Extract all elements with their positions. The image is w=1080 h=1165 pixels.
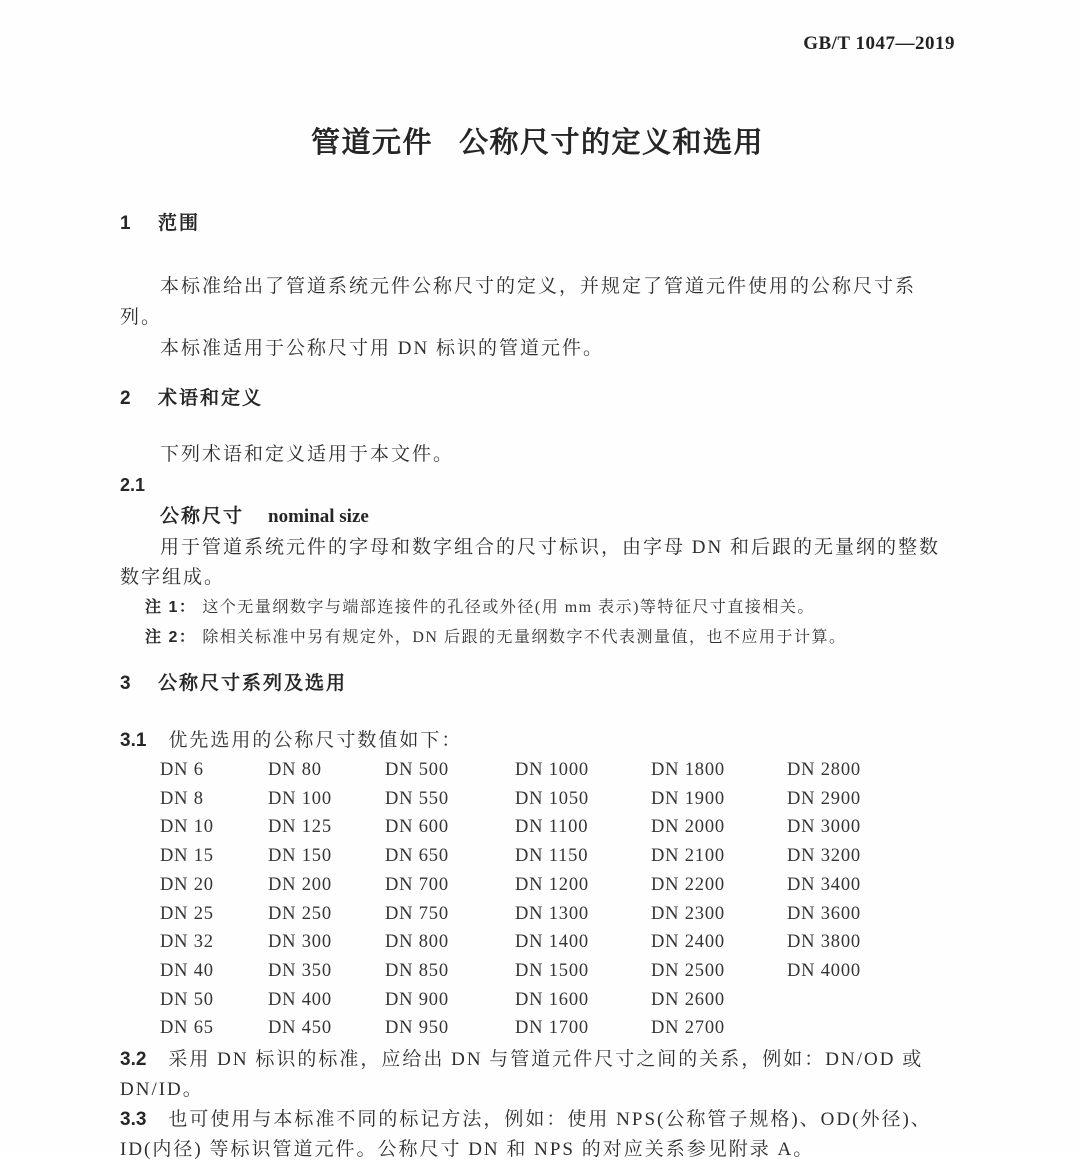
dn-cell: DN 1900: [651, 788, 725, 809]
dn-cell: DN 2000: [651, 817, 725, 838]
section-3-heading: [120, 671, 955, 697]
dn-cell: DN 6: [160, 760, 204, 780]
note-2: [120, 623, 955, 653]
dn-cell: DN 4000: [787, 960, 861, 981]
dn-cell: DN 2500: [651, 960, 725, 981]
note-1-label: 注 1：: [145, 599, 197, 616]
doc-code: GB/T 1047—2019: [803, 33, 955, 54]
clause-3-1-number: 3.1: [120, 730, 147, 751]
clause-3-1-text: 优先选用的公称尺寸数值如下：: [168, 730, 463, 751]
section-2-number: 2: [120, 388, 131, 409]
section-1-number: 1: [120, 213, 131, 234]
dn-cell: DN 500: [385, 760, 449, 780]
clause-3-2: [120, 1045, 955, 1105]
dn-cell: DN 100: [268, 788, 332, 809]
dn-cell: DN 1700: [515, 1018, 589, 1039]
dn-cell: [787, 986, 955, 1015]
dn-cell: DN 1050: [515, 788, 589, 809]
dn-cell: DN 10: [160, 817, 214, 838]
terms-intro: 下列术语和定义适用于本文件。: [160, 444, 455, 465]
note-2-label: 注 2：: [145, 629, 197, 646]
dn-cell: DN 950: [385, 1018, 449, 1039]
dn-cell: DN 300: [268, 932, 332, 953]
dn-cell: DN 32: [160, 932, 214, 953]
dn-cell: DN 150: [268, 846, 332, 867]
dn-cell: DN 2600: [651, 989, 725, 1010]
dn-cell: DN 1150: [515, 846, 589, 867]
note-1: [120, 593, 955, 623]
doc-title: [120, 125, 955, 161]
section-1-title: 范围: [158, 213, 201, 234]
dn-cell: DN 25: [160, 903, 214, 924]
section-1-heading: [120, 211, 955, 237]
dn-cell: DN 1200: [515, 874, 589, 895]
dn-cell: DN 1800: [651, 760, 725, 780]
scope-paragraph-2: 本标准适用于公称尺寸用 DN 标识的管道元件。: [160, 338, 604, 359]
dn-cell: DN 1300: [515, 903, 589, 924]
dn-cell: DN 2900: [787, 788, 861, 809]
dn-cell: DN 2300: [651, 903, 725, 924]
dn-cell: DN 350: [268, 960, 332, 981]
note-1-text: 这个无量纲数字与端部连接件的孔径或外径(用 mm 表示)等特征尺寸直接相关。: [202, 599, 815, 616]
dn-table: [160, 756, 955, 1043]
clause-3-2-number: 3.2: [120, 1049, 147, 1071]
dn-cell: DN 2100: [651, 846, 725, 867]
term-name-zh: 公称尺寸: [160, 506, 245, 527]
dn-cell: DN 8: [160, 788, 204, 809]
dn-cell: DN 400: [268, 989, 332, 1010]
dn-cell: DN 15: [160, 846, 214, 867]
dn-cell: DN 550: [385, 788, 449, 809]
dn-cell: DN 3200: [787, 846, 861, 867]
section-2-heading: [120, 386, 955, 412]
dn-cell: DN 3600: [787, 903, 861, 924]
dn-cell: DN 3800: [787, 932, 861, 953]
dn-cell: DN 1600: [515, 989, 589, 1010]
clause-3-3-number: 3.3: [120, 1109, 147, 1131]
clause-3-2-text: 采用 DN 标识的标准，应给出 DN 与管道元件尺寸之间的关系，例如：DN/OD 或 DN/ID。: [120, 1049, 924, 1101]
scope-paragraph-1: 本标准给出了管道系统元件公称尺寸的定义，并规定了管道元件使用的公称尺寸系列。: [120, 276, 917, 328]
dn-cell: DN 20: [160, 874, 214, 895]
dn-cell: DN 80: [268, 760, 322, 780]
term-number: 2.1: [120, 475, 146, 495]
note-2-text: 除相关标准中另有规定外，DN 后跟的无量纲数字不代表测量值，也不应用于计算。: [202, 629, 847, 646]
dn-cell: DN 1500: [515, 960, 589, 981]
dn-cell: DN 800: [385, 932, 449, 953]
dn-cell: DN 600: [385, 817, 449, 838]
term-definition: 用于管道系统元件的字母和数字组合的尺寸标识，由字母 DN 和后跟的无量纲的整数数字组成。: [120, 537, 940, 588]
dn-cell: DN 65: [160, 1018, 214, 1039]
doc-title-part2: 公称尺寸的定义和选用: [459, 127, 765, 159]
dn-cell: DN 40: [160, 960, 214, 981]
dn-cell: DN 200: [268, 874, 332, 895]
dn-cell: DN 1000: [515, 760, 589, 780]
clause-3-1: [120, 726, 955, 756]
term-name-en: nominal size: [268, 506, 369, 527]
dn-cell: DN 1100: [515, 817, 589, 838]
dn-cell: DN 3000: [787, 817, 861, 838]
dn-cell: DN 650: [385, 846, 449, 867]
clause-3-3: [120, 1105, 955, 1165]
term-line: [120, 502, 955, 533]
dn-cell: DN 2200: [651, 874, 725, 895]
section-2-title: 术语和定义: [158, 388, 264, 409]
dn-cell: DN 700: [385, 874, 449, 895]
dn-cell: DN 450: [268, 1018, 332, 1039]
dn-cell: DN 3400: [787, 874, 861, 895]
section-3-title: 公称尺寸系列及选用: [158, 673, 348, 694]
dn-cell: DN 2400: [651, 932, 725, 953]
dn-cell: DN 2700: [651, 1018, 725, 1039]
clause-3-3-text: 也可使用与本标准不同的标记方法，例如：使用 NPS(公称管子规格)、OD(外径)、ID(内径) 等标识管道元件。公称尺寸 DN 和 NPS 的对应关系参见附录 A。: [120, 1109, 932, 1161]
dn-cell: DN 850: [385, 960, 449, 981]
doc-title-part1: 管道元件: [310, 127, 433, 159]
dn-cell: DN 50: [160, 989, 214, 1010]
dn-cell: DN 2800: [787, 760, 861, 780]
section-3-number: 3: [120, 673, 131, 694]
dn-cell: DN 125: [268, 817, 332, 838]
dn-cell: [787, 1014, 955, 1043]
dn-cell: DN 1400: [515, 932, 589, 953]
dn-cell: DN 250: [268, 903, 332, 924]
dn-cell: DN 900: [385, 989, 449, 1010]
dn-cell: DN 750: [385, 903, 449, 924]
